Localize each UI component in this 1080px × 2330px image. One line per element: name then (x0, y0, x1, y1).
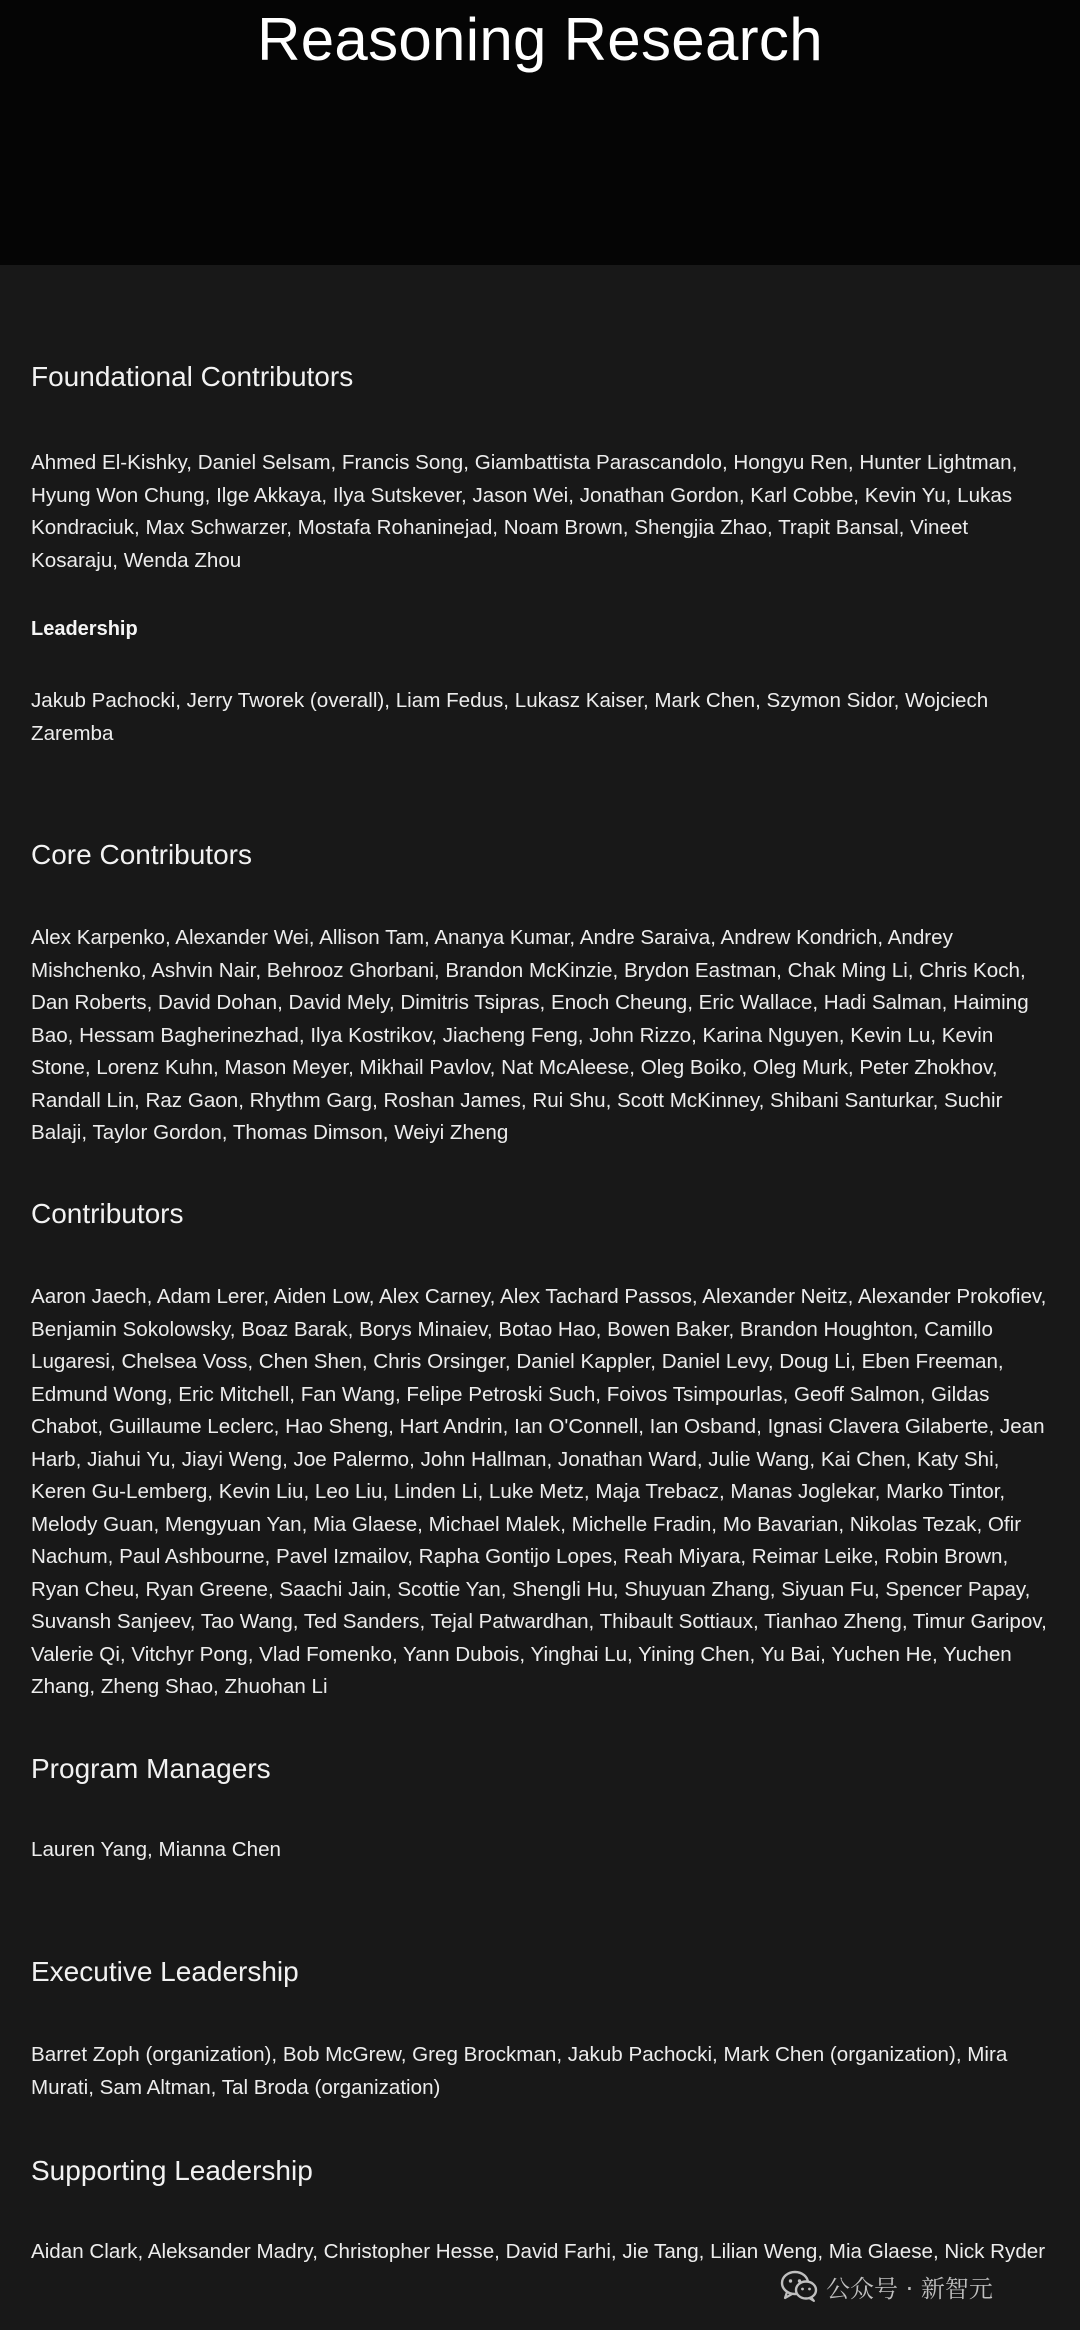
foundational-leadership-list: Jakub Pachocki, Jerry Tworek (overall), Liam Fedus, Lukasz Kaiser, Mark Chen, Szymon Sidor, Wojciech Zaremba (31, 689, 989, 745)
executive-leadership-heading: Executive Leadership (31, 1956, 299, 1987)
watermark (780, 2264, 993, 2308)
core-contributors-heading: Core Contributors (31, 839, 252, 870)
watermark-text: 公众号 · 新智元 (826, 2274, 993, 2303)
page-header (0, 0, 1080, 265)
supporting-leadership-heading: Supporting Leadership (31, 2155, 313, 2186)
executive-leadership-list: Barret Zoph (organization), Bob McGrew, Greg Brockman, Jakub Pachocki, Mark Chen (organization), Mira Murati, Sam Altman, Tal Broda (organization) (31, 2043, 1008, 2099)
foundational-contributors-list: Ahmed El-Kishky, Daniel Selsam, Francis Song, Giambattista Parascandolo, Hongyu Ren, Hunter Lightman, Hyung Won Chung, Ilge Akkaya, Ilya Sutskever, Jason Wei, Jonathan Gordon, Karl Cobbe, Kevin Yu, Lukas Kondraciuk, Max Schwarzer, Mostafa Rohaninejad, Noam Brown, Shengjia Zhao, Trapit Bansal, Vineet Kosaraju, Wenda Zhou (31, 451, 1018, 572)
core-contributors-list: Alex Karpenko, Alexander Wei, Allison Tam, Ananya Kumar, Andre Saraiva, Andrew Kondrich, Andrey Mishchenko, Ashvin Nair, Behrooz Ghorbani, Brandon McKinzie, Brydon Eastman, Chak Ming Li, Chris Koch, Dan Roberts, David Dohan, David Mely, Dimitris Tsipras, Enoch Cheung, Eric Wallace, Hadi Salman, Haiming Bao, Hessam Bagherinezhad, Ilya Kostrikov, Jiacheng Feng, John Rizzo, Karina Nguyen, Kevin Lu, Kevin Stone, Lorenz Kuhn, Mason Meyer, Mikhail Pavlov, Nat McAleese, Oleg Boiko, Oleg Murk, Peter Zhokhov, Randall Lin, Raz Gaon, Rhythm Garg, Roshan James, Rui Shu, Scott McKinney, Shibani Santurkar, Suchir Balaji, Taylor Gordon, Thomas Dimson, Weiyi Zheng (31, 926, 1029, 1144)
page-title: Reasoning Research (257, 6, 823, 73)
wechat-icon (780, 2269, 818, 2303)
contributors-heading: Contributors (31, 1198, 184, 1229)
foundational-contributors-heading: Foundational Contributors (31, 361, 354, 392)
program-managers-heading: Program Managers (31, 1753, 271, 1784)
contributors-list: Aaron Jaech, Adam Lerer, Aiden Low, Alex Carney, Alex Tachard Passos, Alexander Neitz, Alexander Prokofiev, Benjamin Sokolowsky, Boaz Barak, Borys Minaiev, Botao Hao, Bowen Baker, Brandon Houghton, Camillo Lugaresi, Chelsea Voss, Chen Shen, Chris Orsinger, Daniel Kappler, Daniel Levy, Doug Li, Eben Freeman, Edmund Wong, Eric Mitchell, Fan Wang, Felipe Petroski Such, Foivos Tsimpourlas, Geoff Salmon, Gildas Chabot, Guillaume Leclerc, Hao Sheng, Hart Andrin, Ian O'Connell, Ian Osband, Ignasi Clavera Gilaberte, Jean Harb, Jiahui Yu, Jiayi Weng, Joe Palermo, John Hallman, Jonathan Ward, Julie Wang, Kai Chen, Katy Shi, Keren Gu-Lemberg, Kevin Liu, Leo Liu, Linden Li, Luke Metz, Maja Trebacz, Manas Joglekar, Marko Tintor, Melody Guan, Mengyuan Yan, Mia Glaese, Michael Malek, Michelle Fradin, Mo Bavarian, Nikolas Tezak, Ofir Nachum, Paul Ashbourne, Pavel Izmailov, Rapha Gontijo Lopes, Reah Miyara, Reimar Leike, Robin Brown, Ryan Cheu, Ryan Greene, Saachi Jain, Scottie Yan, Shengli Hu, Shuyuan Zhang, Siyuan Fu, Spencer Papay, Suvansh Sanjeev, Tao Wang, Ted Sanders, Tejal Patwardhan, Thibault Sottiaux, Tianhao Zheng, Timur Garipov, Valerie Qi, Vitchyr Pong, Vlad Fomenko, Yann Dubois, Yinghai Lu, Yining Chen, Yu Bai, Yuchen He, Yuchen Zhang, Zheng Shao, Zhuohan Li (31, 1285, 1047, 1698)
program-managers-list: Lauren Yang, Mianna Chen (31, 1838, 281, 1861)
supporting-leadership-list: Aidan Clark, Aleksander Madry, Christopher Hesse, David Farhi, Jie Tang, Lilian Weng, Mia Glaese, Nick Ryder (31, 2240, 1046, 2263)
leadership-subheading: Leadership (31, 618, 138, 640)
